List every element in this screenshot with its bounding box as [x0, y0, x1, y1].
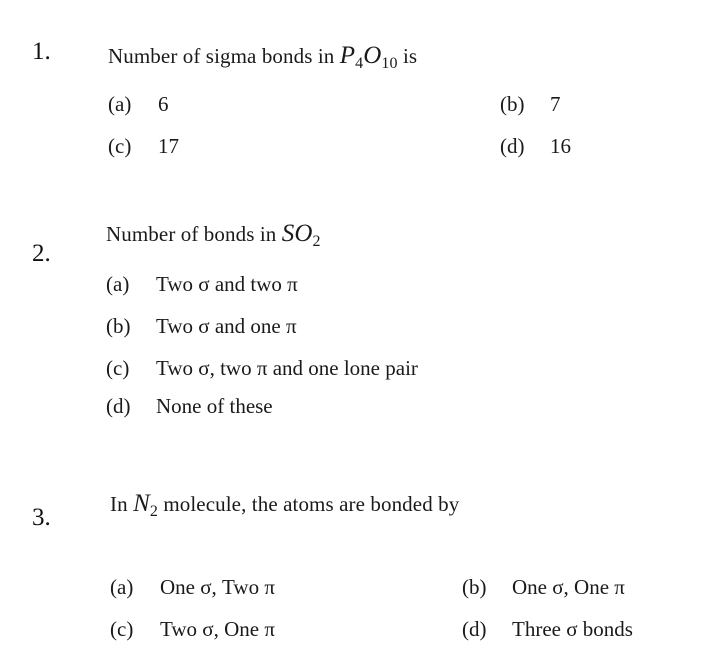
question-text — [110, 490, 459, 521]
chemical-formula — [281, 220, 321, 250]
option-c[interactable] — [108, 134, 179, 159]
option-a[interactable] — [108, 92, 169, 117]
question-number: 2. — [32, 240, 51, 267]
question-text-after: is — [402, 44, 418, 68]
option-text: Three σ bonds — [512, 617, 633, 641]
option-c[interactable] — [106, 356, 418, 381]
option-label: (d) — [500, 134, 525, 158]
question-text — [108, 42, 417, 73]
option-text: 16 — [550, 134, 571, 158]
option-text: 17 — [158, 134, 179, 158]
option-a[interactable] — [106, 272, 298, 297]
option-label: (b) — [500, 92, 525, 116]
chemical-formula — [339, 42, 398, 72]
option-text: Two σ, two π and one lone pair — [156, 356, 418, 380]
option-text: 7 — [550, 92, 561, 116]
option-text: None of these — [156, 394, 273, 418]
option-d[interactable] — [106, 394, 273, 419]
question-number: 3. — [32, 504, 51, 531]
option-label: (b) — [106, 314, 131, 338]
option-label: (a) — [110, 575, 134, 599]
question-text-before: In — [110, 492, 128, 516]
formula-symbol: SO — [281, 220, 313, 247]
option-c[interactable] — [110, 617, 275, 642]
option-label: (a) — [106, 272, 130, 296]
option-label: (c) — [110, 617, 134, 641]
question-number: 1. — [32, 38, 51, 65]
option-d[interactable] — [500, 134, 571, 159]
formula-subscript: 4 — [355, 55, 364, 72]
option-label: (b) — [462, 575, 487, 599]
formula-symbol: O — [363, 42, 382, 69]
option-text: 6 — [158, 92, 169, 116]
option-label: (d) — [106, 394, 131, 418]
formula-subscript: 10 — [381, 55, 398, 72]
option-label: (d) — [462, 617, 487, 641]
option-label: (c) — [108, 134, 132, 158]
question-text — [106, 220, 321, 251]
formula-subscript: 2 — [312, 233, 321, 250]
option-b[interactable] — [462, 575, 625, 600]
option-text: One σ, Two π — [160, 575, 275, 599]
formula-subscript: 2 — [149, 503, 158, 520]
option-b[interactable] — [500, 92, 561, 117]
option-label: (c) — [106, 356, 130, 380]
option-a[interactable] — [110, 575, 275, 600]
option-d[interactable] — [462, 617, 633, 642]
chemical-formula — [133, 490, 158, 520]
formula-symbol: P — [339, 42, 356, 69]
option-text: One σ, One π — [512, 575, 625, 599]
question-text-before: Number of sigma bonds in — [108, 44, 335, 68]
question-text-before: Number of bonds in — [106, 222, 277, 246]
option-text: Two σ, One π — [160, 617, 275, 641]
option-label: (a) — [108, 92, 132, 116]
formula-symbol: N — [133, 490, 150, 517]
option-text: Two σ and one π — [156, 314, 297, 338]
option-text: Two σ and two π — [156, 272, 298, 296]
question-text-after: molecule, the atoms are bonded by — [163, 492, 460, 516]
option-b[interactable] — [106, 314, 297, 339]
